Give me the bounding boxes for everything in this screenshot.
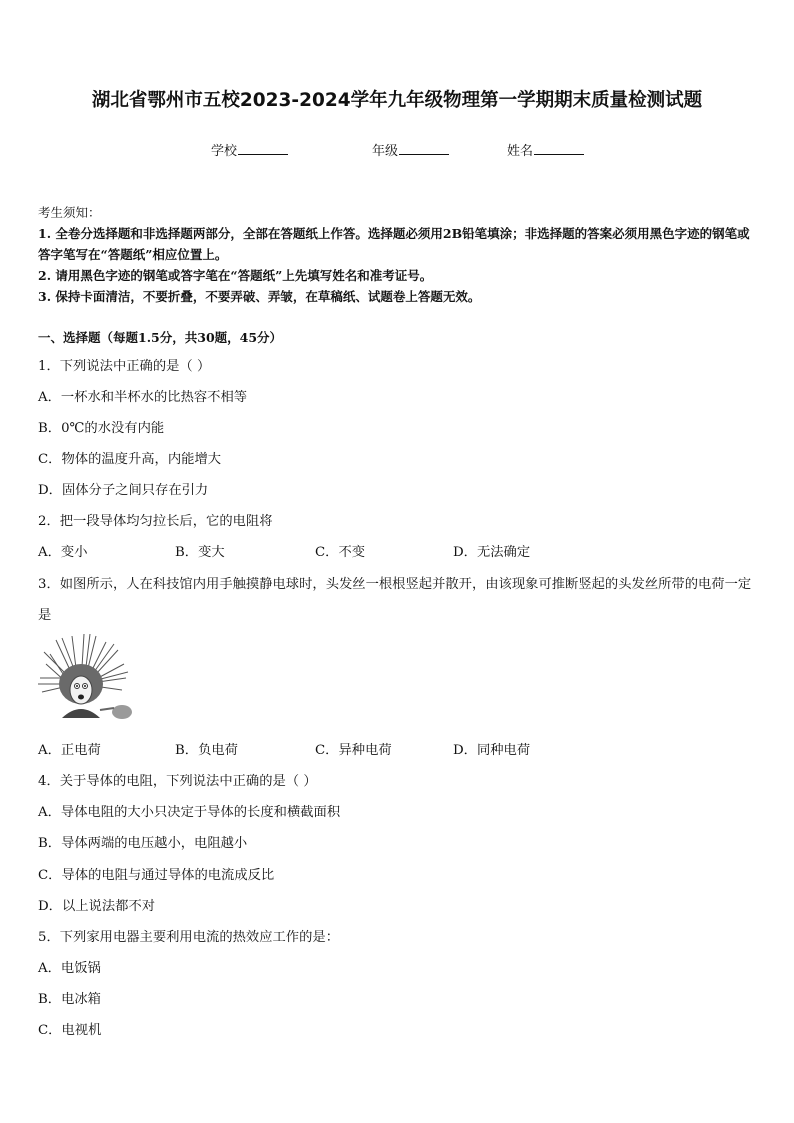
school-label: 学校 [211,144,238,159]
question-5-option-b[interactable]: B．电冰箱 [38,992,101,1007]
question-4-stem: 4．关于导体的电阻，下列说法中正确的是（ ） [38,774,317,789]
section-heading: 一、选择题（每题1.5分，共30题，45分） [38,330,283,345]
question-2-options [38,541,758,561]
question-1-stem: 1．下列说法中正确的是（ ） [38,359,211,374]
name-label: 姓名 [507,144,534,159]
question-1-option-c[interactable]: C．物体的温度升高，内能增大 [38,452,222,467]
question-1-option-b[interactable]: B．0℃的水没有内能 [38,421,165,436]
question-3-stem: 3．如图所示，人在科技馆内用手触摸静电球时，头发丝一根根竖起并散开，由该现象可推断竖起的头发丝所带的电荷一定是 [38,577,752,623]
notice-item: 3. 保持卡面清洁，不要折叠，不要弄破、弄皱，在草稿纸、试题卷上答题无效。 [38,289,481,304]
question-4-option-c[interactable]: C．导体的电阻与通过导体的电流成反比 [38,868,275,883]
question-4-option-b[interactable]: B．导体两端的电压越小，电阻越小 [38,836,248,851]
grade-field[interactable] [372,140,449,159]
question-3-option-b[interactable]: B．负电荷 [175,743,238,758]
question-1-option-a[interactable]: A．一杯水和半杯水的比热容不相等 [38,390,248,405]
student-info-row [0,140,794,160]
question-2-option-b[interactable]: B．变大 [175,545,225,560]
name-field[interactable] [507,140,584,159]
question-3-option-d[interactable]: D．同种电荷 [453,743,531,758]
question-5-option-a[interactable]: A．电饭锅 [38,961,101,976]
school-blank[interactable] [238,142,288,155]
question-5-stem: 5．下列家用电器主要利用电流的热效应工作的是： [38,930,339,945]
grade-label: 年级 [372,144,399,159]
name-blank[interactable] [534,142,584,155]
notice-item: 1. 全卷分选择题和非选择题两部分，全部在答题纸上作答。选择题必须用2B铅笔填涂；非选择题的答案必须用黑色字迹的钢笔或答字笔写在“答题纸”相应位置上。 [38,226,750,262]
page-title: 湖北省鄂州市五校2023-2024学年九年级物理第一学期期末质量检测试题 [91,90,703,111]
school-field[interactable] [211,140,288,159]
notice-item: 2. 请用黑色字迹的钢笔或答字笔在“答题纸”上先填写姓名和准考证号。 [38,268,433,283]
question-2-option-a[interactable]: A．变小 [38,545,88,560]
exam-notice [38,202,758,307]
static-electricity-figure [36,634,136,724]
hair-standing-illustration [36,634,136,724]
question-2-option-c[interactable]: C．不变 [315,545,366,560]
question-2-stem: 2．把一段导体均匀拉长后，它的电阻将 [38,514,273,529]
question-5-option-c[interactable]: C．电视机 [38,1023,102,1038]
question-2-option-d[interactable]: D．无法确定 [453,545,531,560]
notice-heading: 考生须知： [38,205,101,220]
question-4-option-a[interactable]: A．导体电阻的大小只决定于导体的长度和横截面积 [38,805,341,820]
question-4-option-d[interactable]: D．以上说法都不对 [38,899,156,914]
question-3-option-c[interactable]: C．异种电荷 [315,743,392,758]
grade-blank[interactable] [399,142,449,155]
question-3-option-a[interactable]: A．正电荷 [38,743,101,758]
question-3-options [38,739,758,759]
question-1-option-d[interactable]: D．固体分子之间只存在引力 [38,483,209,498]
